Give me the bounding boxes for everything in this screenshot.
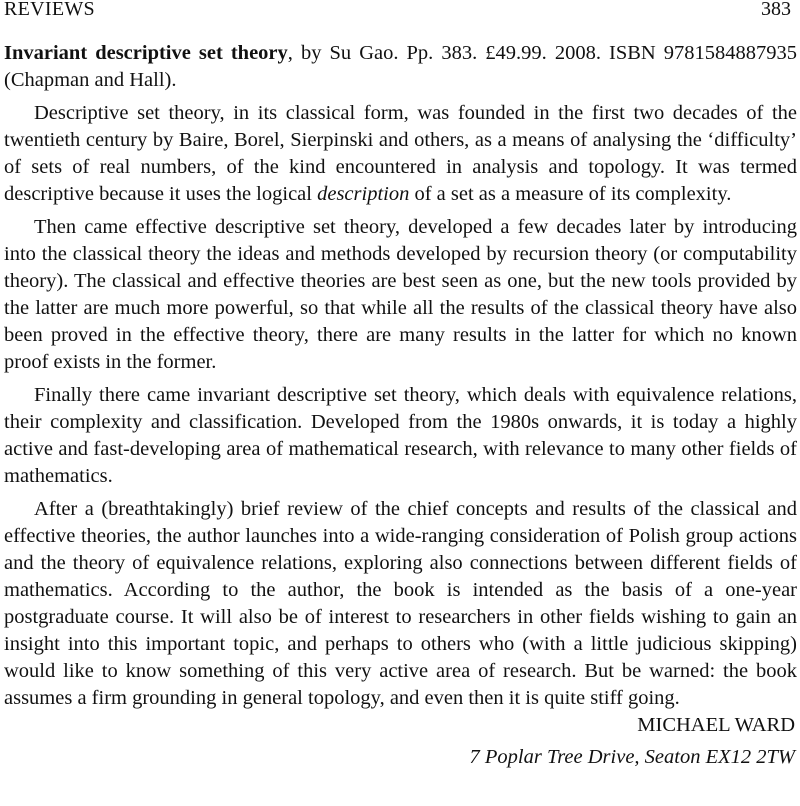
paragraph-1-text-b: of a set as a measure of its complexity. bbox=[409, 183, 732, 205]
running-head bbox=[4, 0, 797, 20]
emphasized-word: description bbox=[317, 183, 410, 205]
reviewer-address: 7 Poplar Tree Drive, Seaton EX12 2TW bbox=[469, 746, 795, 768]
paragraph-3: Finally there came invariant descriptive set theory, which deals with equivalence relations, their complexity and classification. Developed from the 1980s onwards, it is today a highly active and fast-developing area of mathematical research, with relevance to many other fields of mathematics. bbox=[4, 384, 797, 487]
page-number: 383 bbox=[761, 0, 791, 20]
paragraph-1-text-a: Descriptive set theory, in its classical form, was founded in the first two decades of the twentieth century by Baire, Borel, Sierpinski and others, as a means of analysing the ‘difficulty’ of sets of real numbers, of the kind encountered in analysis and topology. It was termed descriptive because it uses the logical bbox=[4, 102, 797, 205]
book-title: Invariant descriptive set theory bbox=[4, 42, 288, 64]
citation-details: , by Su Gao. Pp. 383. £49.99. 2008. ISBN 9781584887935 (Chapman and Hall). bbox=[4, 42, 798, 91]
section-title: REVIEWS bbox=[4, 0, 95, 20]
book-citation bbox=[4, 40, 797, 94]
paragraph-4: After a (breathtakingly) brief review of the chief concepts and results of the classical and effective theories, the author launches into a wide-ranging consideration of Polish group actions and the theory of equivalence relations, exploring also connections between different fields of mathematics. According to the author, the book is intended as the basis of a one-year postgraduate course. It will also be of interest to researchers in other fields wishing to gain an insight into this important topic, and perhaps to others who (with a little judicious skipping) would like to know something of this very active area of research. But be warned: the book assumes a firm grounding in general topology, and even then it is quite stiff going. bbox=[4, 498, 797, 709]
reviewer-name: MICHAEL WARD bbox=[637, 714, 795, 736]
paragraph-2: Then came effective descriptive set theory, developed a few decades later by introducing into the classical theory the ideas and methods developed by recursion theory (or computability theory). The classical and effective theories are best seen as one, but the new tools provided by the latter are much more powerful, so that while all the results of the classical theory have also been proved in the effective theory, there are many results in the latter for which no known proof exists in the former. bbox=[4, 216, 797, 373]
paragraph-1 bbox=[4, 100, 797, 208]
